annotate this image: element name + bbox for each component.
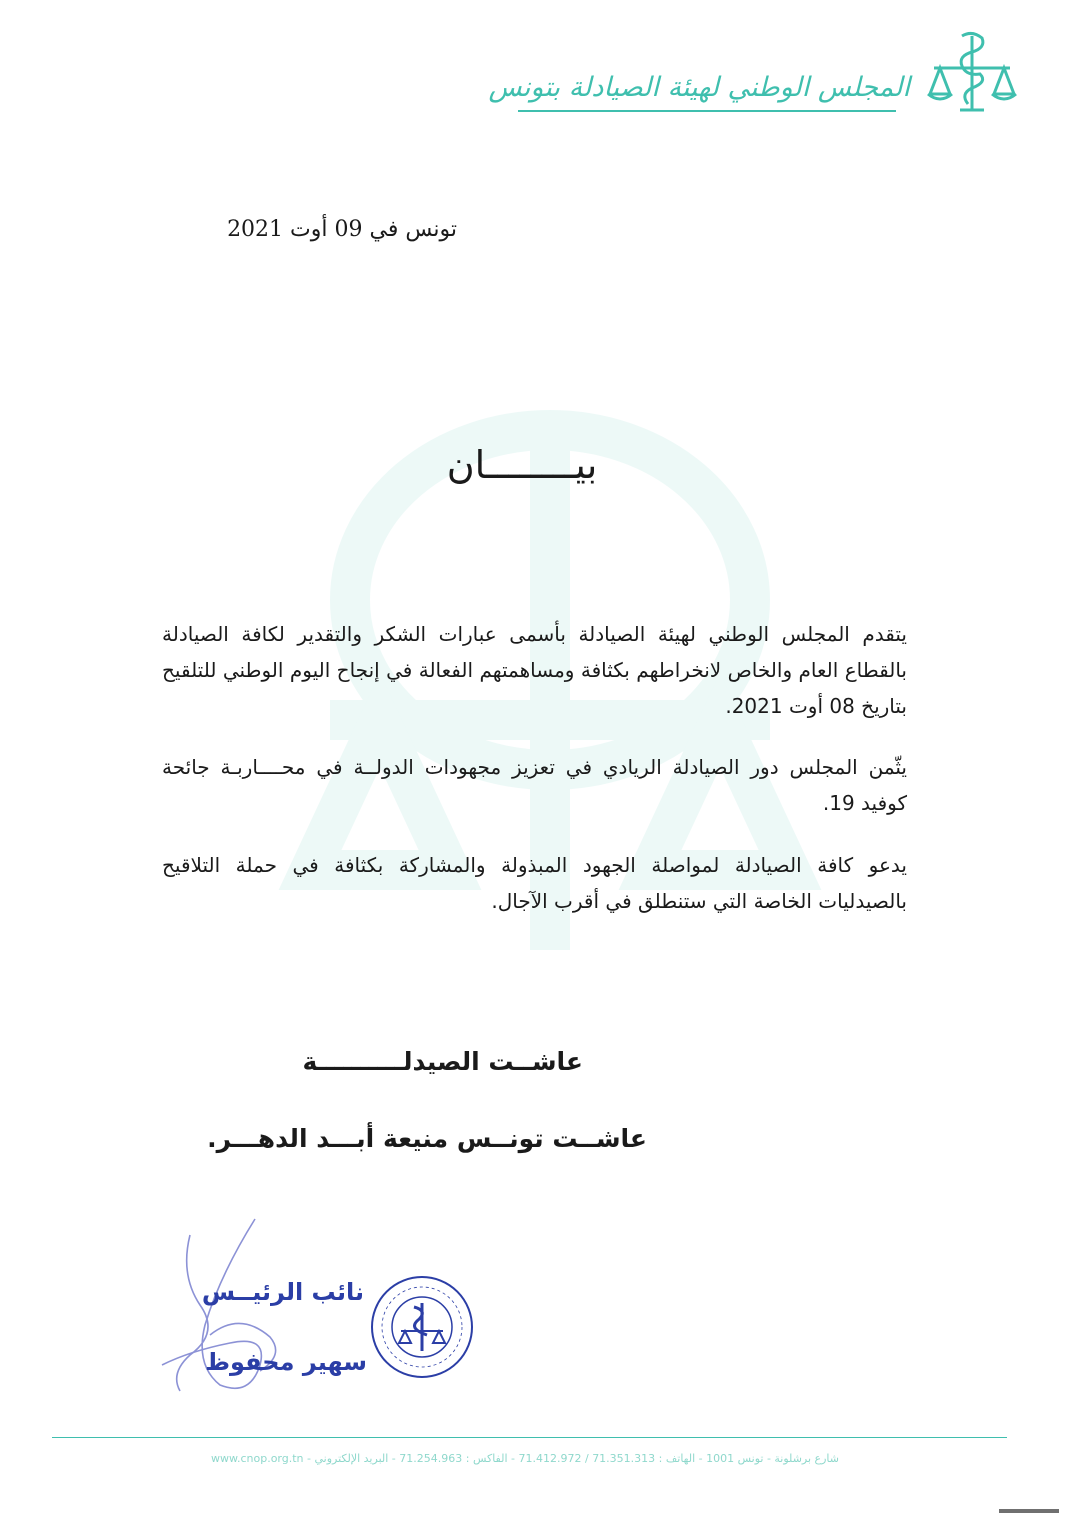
signatory-name: سهير محفوظ bbox=[205, 1348, 367, 1376]
official-stamp-icon bbox=[369, 1273, 475, 1381]
closing-slogan: عاشــت تونــس منيعة أبـــد الدهـــر. bbox=[207, 1124, 647, 1153]
letterhead bbox=[488, 28, 1020, 118]
caduceus-scales-emblem-icon bbox=[924, 28, 1020, 116]
organization-name: المجلس الوطني لهيئة الصيادلة بتونس bbox=[488, 72, 910, 103]
letterhead-divider bbox=[518, 110, 896, 112]
letter-date: تونس في 09 أوت 2021 bbox=[227, 217, 457, 242]
body-paragraph: يدعو كافة الصيادلة لمواصلة الجهود المبذولة والمشاركة بكثافة في حملة التلاقيح بالصيدليات الخاصة التي ستنطلق في أقرب الآجال. bbox=[162, 853, 907, 913]
body-paragraph: يثّمن المجلس دور الصيادلة الريادي في تعزيز مجهودات الدولــة في محــــاربـة جائحة كوفيد 19. bbox=[162, 755, 907, 815]
footer-divider bbox=[52, 1437, 1007, 1438]
body-paragraph: يتقدم المجلس الوطني لهيئة الصيادلة بأسمى عبارات الشكر والتقدير لكافة الصيادلة بالقطاع العام والخاص لانخراطهم بكثافة ومساهمتهم الفعالة في إنجاح اليوم الوطني للتلقيح بتاريخ 08 أوت 2021. bbox=[162, 622, 907, 718]
signatory-role: نائب الرئيــس bbox=[201, 1278, 364, 1306]
closing-slogan: عاشــت الصيدلــــــــــة bbox=[302, 1047, 583, 1076]
statement-title: بيــــــــان bbox=[446, 443, 598, 487]
footer-contact-info: شارع برشلونة - تونس 1001 - الهاتف : 71.351.313 / 71.412.972 - الفاكس : 71.254.963 - البريد الإلكتروني - www.cnop.org.tn bbox=[210, 1452, 839, 1465]
scan-artifact-icon bbox=[999, 1508, 1059, 1514]
